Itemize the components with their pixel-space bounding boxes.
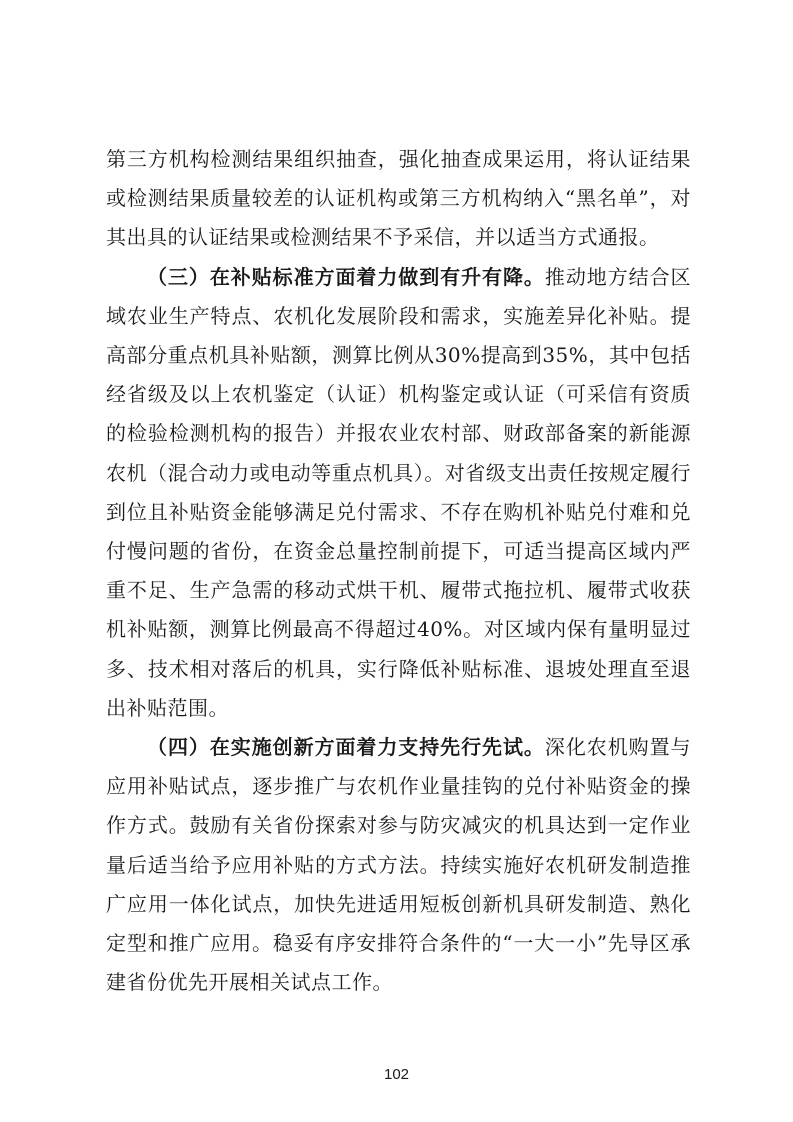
paragraph-innovation — [106, 728, 691, 1002]
paragraph-subsidy-standard — [106, 258, 691, 728]
section-heading-4: （四）在实施创新方面着力支持先行先试。 — [147, 735, 545, 760]
section-heading-3: （三）在补贴标准方面着力做到有升有降。 — [147, 264, 545, 289]
page-number: 102 — [383, 1066, 410, 1083]
paragraph-text: 第三方机构检测结果组织抽查，强化抽查成果运用，将认证结果或检测结果质量较差的认证机构或第三方机构纳入“黑名单”，对其出具的认证结果或检测结果不予采信，并以适当方式通报。 — [106, 147, 691, 250]
paragraph-text: 深化农机购置与应用补贴试点，逐步推广与农机作业量挂钩的兑付补贴资金的操作方式。鼓励有关省份探索对参与防灾减灾的机具达到一定作业量后适当给予应用补贴的方式方法。持续实施好农机研发制造推广应用一体化试点，加快先进适用短板创新机具研发制造、熟化定型和推广应用。稳妥有序安排符合条件的“一大一小”先导区承建省份优先开展相关试点工作。 — [106, 735, 692, 995]
paragraph-continuation — [106, 140, 691, 258]
paragraph-text: 推动地方结合区域农业生产特点、农机化发展阶段和需求，实施差异化补贴。提高部分重点机具补贴额，测算比例从30%提高到35%，其中包括经省级及以上农机鉴定（认证）机构鉴定或认证（可采信有资质的检验检测机构的报告）并报农业农村部、财政部备案的新能源农机（混合动力或电动等重点机具）。对省级支出责任按规定履行到位且补贴资金能够满足兑付需求、不存在购机补贴兑付难和兑付慢问题的省份，在资金总量控制前提下，可适当提高区域内严重不足、生产急需的移动式烘干机、履带式拖拉机、履带式收获机补贴额，测算比例最高不得超过40%。对区域内保有量明显过多、技术相对落后的机具，实行降低补贴标准、退坡处理直至退出补贴范围。 — [106, 264, 692, 720]
body-text — [106, 140, 691, 1002]
